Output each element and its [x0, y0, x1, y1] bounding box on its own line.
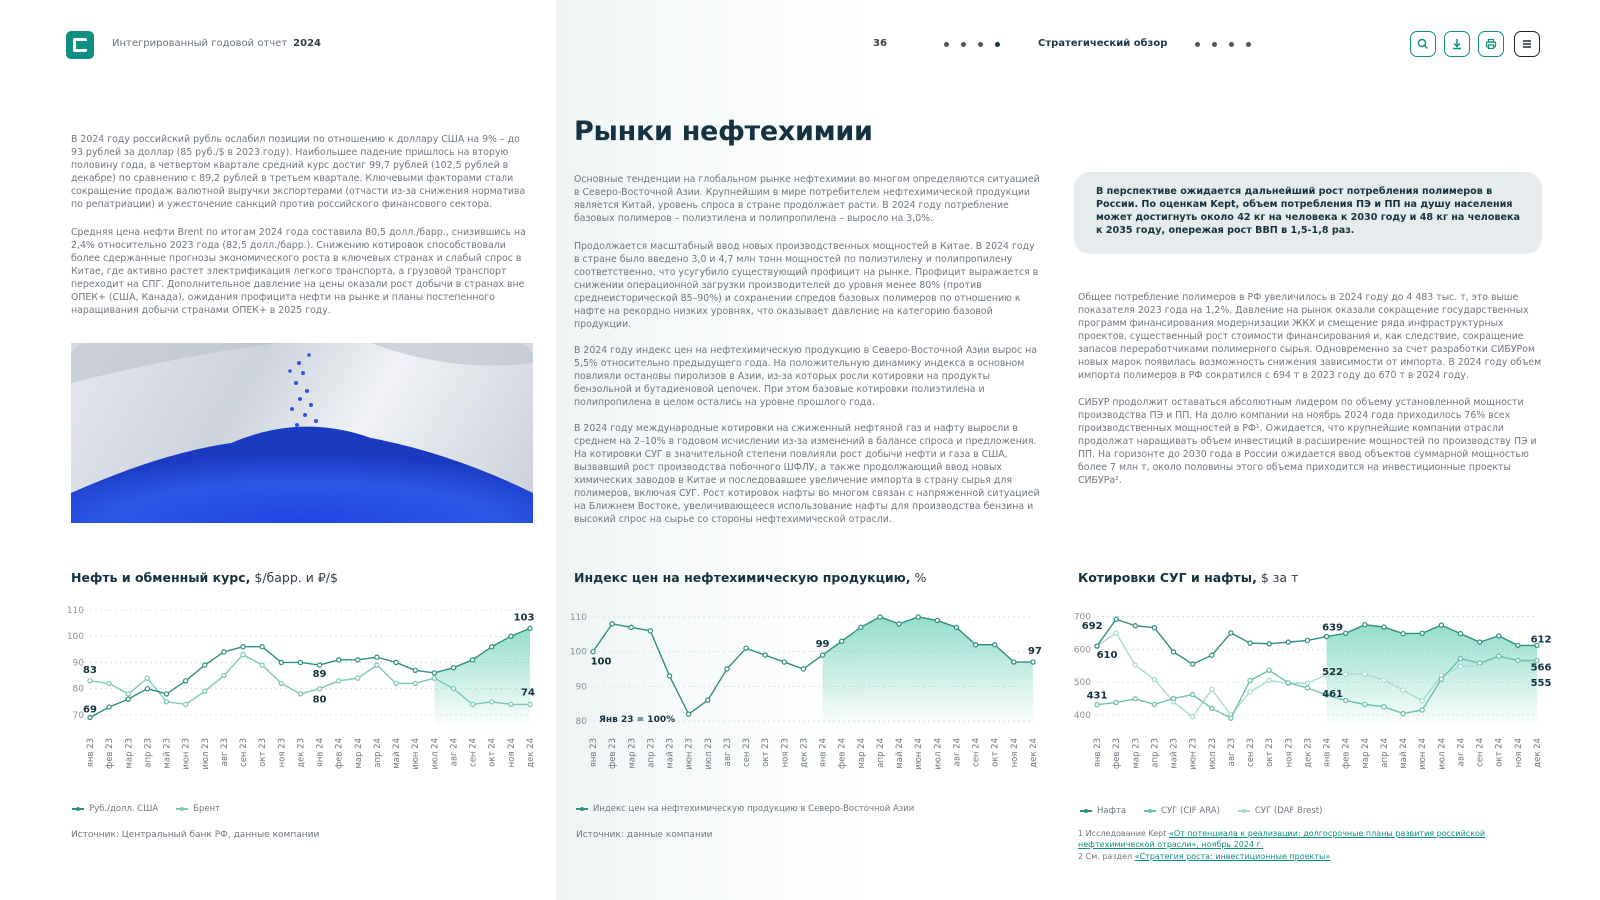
data-point: [107, 681, 111, 685]
middle-paragraph-4: В 2024 году международные котировки на сжиженный нефтяной газ и нафту выросли в среднем на 2–10% в годовом исчислении из-за изменений в балансе спроса и предложения. На котировки СУГ в значительной степени повлияли рост добычи нефти и газа в США, вызвавший рост производства побочного ШФЛУ, а также продолжающий ввод новых химических заводов в Китае и последовавшее увеличение импорта в страну сырья для полимеров, включая СУГ. Рост котировок нафты во многом связан с напряженной ситуацией на Ближнем Востоке, увеличивающееся использование нафты для производства бензина и высокий спрос на сырье со стороны нефтехимической отрасли.: [574, 423, 1040, 525]
data-point: [1114, 617, 1118, 621]
data-point: [1229, 716, 1233, 720]
data-point: [1382, 625, 1386, 629]
data-point: [1305, 638, 1309, 642]
data-point: [744, 646, 748, 650]
legend-lpg-cif: СУГ (CIF ARA): [1144, 806, 1220, 816]
y-tick-label: 80: [72, 684, 84, 695]
data-point: [1171, 696, 1175, 700]
data-point: [279, 660, 283, 664]
data-point: [126, 697, 130, 701]
y-tick-label: 700: [1073, 612, 1091, 623]
data-point: [1363, 672, 1367, 676]
data-point: [1363, 702, 1367, 706]
search-icon: [1417, 38, 1429, 50]
data-point: [164, 700, 168, 704]
data-point: [1363, 623, 1367, 627]
data-point: [337, 658, 341, 662]
footnote-2: 2 См. раздел «Стратегия роста: инвестиционные проекты»: [1078, 852, 1331, 861]
data-point: [1267, 678, 1271, 682]
chart-1-legend: [72, 804, 220, 814]
footnote-1: 1 Исследование Kept «От потенциала к реализации: долгосрочные планы развития российской нефтехимической отрасли», ноябрь 2024 г.: [1078, 829, 1486, 849]
data-point: [1401, 632, 1405, 636]
area-fill: [823, 617, 1033, 728]
data-point: [878, 615, 882, 619]
left-paragraph-2: Средняя цена нефти Brent по итогам 2024 года составила 80,5 долл./барр., снизившись на 2,4% относительно 2023 года (82,5 долл./барр.). Снижению котировок способствовали более сдержанные прогнозы экономического роста в ключевых странах и слабый спрос в Китае, где активно растет электрификация легкого транспорта, а грузовой транспорт переходит на СПГ. Дополнительное давление на цены оказали рост добычи в странах вне ОПЕК+ (США, Канада), ожидания профицита нефти на рынке и планы постепенного наращивания добычи странами ОПЕК+ в 2025 году.: [71, 227, 526, 316]
data-point: [528, 626, 532, 630]
chart-1-source: Источник: Центральный банк РФ, данные компании: [71, 830, 320, 840]
x-tick-label: мар 24: [856, 738, 867, 769]
x-tick-label: ноя 23: [277, 738, 288, 768]
x-tick-label: сен 24: [971, 738, 982, 767]
data-point: [725, 667, 729, 671]
data-point: [184, 702, 188, 706]
x-tick-label: апр 24: [875, 738, 886, 768]
page-number: 36: [873, 38, 887, 49]
data-point: [591, 650, 595, 654]
x-tick-label: апр 24: [372, 738, 383, 768]
legend-brent: Брент: [176, 804, 220, 814]
x-tick-label: мар 23: [627, 738, 638, 769]
data-point: [260, 645, 264, 649]
x-tick-label: июл 23: [1207, 738, 1218, 770]
data-label: 612: [1530, 634, 1552, 646]
data-point: [935, 618, 939, 622]
data-point: [375, 655, 379, 659]
data-point: [1152, 702, 1156, 706]
data-label: 100: [590, 656, 612, 668]
x-tick-label: авг 24: [952, 738, 963, 767]
x-tick-label: ноя 23: [1284, 738, 1295, 768]
x-tick-label: дек 23: [799, 738, 810, 768]
data-point: [509, 634, 513, 638]
petrochem-index-chart: [563, 598, 1043, 798]
data-point: [1267, 668, 1271, 672]
data-point: [820, 653, 824, 657]
data-point: [1133, 624, 1137, 628]
x-tick-label: сен 24: [468, 738, 479, 767]
data-point: [1286, 640, 1290, 644]
data-point: [222, 673, 226, 677]
data-point: [1210, 653, 1214, 657]
data-point: [528, 702, 532, 706]
x-tick-label: июл 24: [933, 738, 944, 770]
y-tick-label: 400: [1073, 710, 1091, 721]
data-point: [260, 663, 264, 667]
data-point: [1248, 678, 1252, 682]
x-tick-label: дек 24: [1533, 738, 1543, 768]
x-tick-label: июл 24: [430, 738, 441, 770]
data-point: [413, 681, 417, 685]
data-label: 83: [83, 664, 97, 676]
x-tick-label: мар 24: [353, 738, 364, 769]
x-tick-label: мар 23: [124, 738, 135, 769]
data-point: [1420, 708, 1424, 712]
data-point: [337, 679, 341, 683]
data-point: [413, 668, 417, 672]
data-point: [1344, 672, 1348, 676]
x-tick-label: мар 23: [1131, 738, 1142, 769]
data-point: [1286, 681, 1290, 685]
data-point: [1401, 711, 1405, 715]
right-paragraph-2: СИБУР продолжит оставаться абсолютным лидером по объему установленной мощности производства ПЭ и ПП. На долю компании на ноябрь 2024 года приходилось 76% всех производственных мощностей в РФ¹. Ожидается, что крупнейшие компании отрасли продолжат наращивать объем инвестиций в расширение мощностей по производству ПЭ и ПП. На горизонте до 2030 года в России ожидается ввод объектов суммарной мощностью более 7 млн т, около половины этого объема приходится на инвестиционные проекты СИБУРа².: [1078, 397, 1537, 486]
x-tick-label: авг 24: [1456, 738, 1467, 767]
menu-icon: [1521, 38, 1533, 50]
x-tick-label: июл 24: [1437, 738, 1448, 770]
area-fill: [1327, 625, 1537, 728]
data-point: [184, 679, 188, 683]
data-point: [1152, 626, 1156, 630]
x-tick-label: янв 23: [86, 738, 96, 768]
data-point: [1248, 690, 1252, 694]
data-point: [1344, 631, 1348, 635]
x-tick-label: мар 24: [1360, 738, 1371, 769]
chart-3-title: Котировки СУГ и нафты, $ за т: [1078, 570, 1299, 585]
footnote-2-link[interactable]: «Стратегия роста: инвестиционные проекты»: [1134, 852, 1331, 861]
data-point: [610, 622, 614, 626]
menu-button[interactable]: [1514, 31, 1540, 57]
x-tick-label: июл 23: [703, 738, 714, 770]
chart-1-title: Нефть и обменный курс, $/барр. и ₽/$: [71, 570, 338, 585]
data-point: [763, 653, 767, 657]
data-point: [107, 705, 111, 709]
data-point: [1267, 642, 1271, 646]
data-point: [1095, 703, 1099, 707]
data-point: [88, 715, 92, 719]
data-point: [1210, 687, 1214, 691]
legend-lpg-daf: СУГ (DAF Brest): [1238, 806, 1323, 816]
data-point: [356, 658, 360, 662]
data-label: 566: [1530, 662, 1552, 674]
x-tick-label: июл 23: [200, 738, 211, 770]
data-label: 522: [1322, 666, 1344, 678]
data-point: [394, 660, 398, 664]
x-tick-label: дек 24: [1029, 738, 1039, 768]
data-point: [1478, 640, 1482, 644]
x-tick-label: июн 23: [1188, 738, 1199, 770]
x-tick-label: май 24: [1399, 738, 1410, 769]
x-tick-label: май 24: [392, 738, 403, 769]
x-tick-label: сен 23: [239, 738, 250, 767]
y-tick-label: 600: [1073, 645, 1091, 656]
data-label: 89: [312, 669, 327, 681]
data-point: [1210, 706, 1214, 710]
x-tick-label: янв 24: [1322, 738, 1333, 768]
data-point: [1420, 699, 1424, 703]
x-tick-label: ноя 24: [1513, 738, 1524, 768]
data-point: [1458, 632, 1462, 636]
data-label: 103: [513, 612, 535, 624]
x-tick-label: июн 23: [181, 738, 192, 770]
x-tick-label: авг 23: [722, 738, 733, 767]
data-point: [1458, 664, 1462, 668]
data-label: 431: [1086, 690, 1108, 702]
data-point: [145, 687, 149, 691]
data-point: [432, 676, 436, 680]
data-label: 80: [312, 694, 327, 706]
print-button[interactable]: [1478, 31, 1504, 57]
x-tick-label: дек 24: [526, 738, 536, 768]
x-tick-label: фев 23: [105, 738, 116, 770]
data-point: [203, 689, 207, 693]
data-point: [1478, 661, 1482, 665]
x-tick-label: дек 23: [296, 738, 307, 768]
data-point: [1031, 660, 1035, 664]
chart-2-title: Индекс цен на нефтехимическую продукцию, %: [574, 570, 927, 585]
data-label: 69: [83, 704, 97, 716]
data-label: 99: [815, 639, 830, 651]
data-point: [432, 671, 436, 675]
data-point: [993, 643, 997, 647]
legend-index: Индекс цен на нефтехимическую продукцию в Северо-Восточной Азии: [576, 804, 914, 814]
data-point: [490, 645, 494, 649]
x-tick-label: сен 24: [1475, 738, 1486, 767]
x-tick-label: май 23: [162, 738, 173, 769]
report-year: 2024: [293, 38, 321, 49]
y-tick-label: 90: [575, 682, 587, 693]
x-tick-label: июн 24: [1418, 738, 1429, 770]
data-point: [629, 625, 633, 629]
x-tick-label: ноя 24: [1009, 738, 1020, 768]
x-tick-label: янв 23: [1093, 738, 1103, 768]
data-point: [1516, 658, 1520, 662]
data-point: [1458, 656, 1462, 660]
search-button[interactable]: [1410, 31, 1436, 57]
x-tick-label: фев 23: [1112, 738, 1123, 770]
report-title: Интегрированный годовой отчет 2024: [112, 38, 321, 49]
company-logo[interactable]: [66, 31, 94, 59]
x-tick-label: авг 23: [219, 738, 230, 767]
data-point: [1095, 644, 1099, 648]
data-label: 555: [1530, 678, 1552, 690]
data-point: [1114, 700, 1118, 704]
data-point: [1420, 631, 1424, 635]
data-point: [471, 658, 475, 662]
x-tick-label: апр 23: [143, 738, 154, 768]
area-fill: [434, 628, 530, 728]
y-tick-label: 100: [66, 632, 84, 643]
x-tick-label: июн 23: [684, 738, 695, 770]
data-point: [1324, 634, 1328, 638]
data-point: [1439, 623, 1443, 627]
data-point: [1497, 634, 1501, 638]
x-tick-label: апр 23: [646, 738, 657, 768]
print-icon: [1485, 38, 1497, 50]
chart-annotation: Янв 23 = 100%: [599, 715, 676, 725]
x-tick-label: июн 24: [914, 738, 925, 770]
data-point: [687, 712, 691, 716]
y-tick-label: 110: [66, 606, 84, 616]
data-label: 610: [1096, 650, 1118, 662]
callout-box: В перспективе ожидается дальнейший рост потребления полимеров в России. По оценкам Kept, объем потребления ПЭ и ПП на душу населения может достигнуть около 42 кг на человека к 2030 году и 48 кг на человека к 2035 году, опережая рост ВВП в 1,5-1,8 раз.: [1074, 172, 1542, 254]
x-tick-label: окт 24: [487, 738, 498, 767]
lpg-naphtha-chart: [1067, 598, 1552, 798]
data-point: [88, 679, 92, 683]
x-tick-label: окт 24: [1494, 738, 1505, 767]
data-point: [298, 660, 302, 664]
x-tick-label: фев 24: [1341, 738, 1352, 770]
page-heading: Рынки нефтехимии: [574, 116, 873, 147]
data-point: [782, 660, 786, 664]
data-point: [859, 625, 863, 629]
middle-paragraph-1: Основные тенденции на глобальном рынке нефтехимии во многом определяются ситуацией в Северо-Восточной Азии. Крупнейшим в мире потребителем нефтехимической продукции является Китай, уровень спроса в стране продолжает расти. В 2024 году потребление базовых полимеров – полиэтилена и полипропилена – выросло на 3,0%.: [574, 174, 1040, 224]
data-point: [1382, 705, 1386, 709]
x-tick-label: апр 24: [1379, 738, 1390, 768]
data-point: [222, 650, 226, 654]
x-tick-label: май 24: [895, 738, 906, 769]
data-point: [1305, 686, 1309, 690]
data-point: [1012, 660, 1016, 664]
y-tick-label: 100: [569, 647, 587, 658]
data-point: [471, 702, 475, 706]
x-tick-label: ноя 24: [506, 738, 517, 768]
data-label: 639: [1322, 622, 1344, 634]
data-point: [840, 639, 844, 643]
x-tick-label: май 23: [665, 738, 676, 769]
data-point: [648, 629, 652, 633]
data-point: [356, 676, 360, 680]
data-point: [1248, 641, 1252, 645]
data-point: [1497, 654, 1501, 658]
data-label: 97: [1028, 646, 1042, 658]
x-tick-label: май 23: [1169, 738, 1180, 769]
data-point: [317, 687, 321, 691]
data-point: [1439, 677, 1443, 681]
y-tick-label: 80: [575, 717, 587, 728]
data-point: [706, 698, 710, 702]
data-label: 692: [1081, 621, 1103, 633]
oil-fx-chart: [60, 598, 540, 798]
left-paragraph-1: В 2024 году российский рубль ослабил позиции по отношению к доллару США на 9% – до 93 рублей за доллар (85 руб./$ в 2023 году). Наибольшее падение пришлось на вторую половину года, в четвертом квартале средний курс достиг 99,7 рублей (102,5 рублей в декабре) по сравнению с 89,2 рублей в третьем квартале. Ключевыми факторами стали сокращение продаж валютной выручки экспортерами (отчасти из-за снижения норматива по репатриации) и ужесточение санкций против российского финансового сектора.: [71, 134, 526, 210]
data-point: [241, 652, 245, 656]
legend-naphtha: Нафта: [1080, 806, 1126, 816]
data-point: [298, 692, 302, 696]
polymer-granules-photo: [71, 343, 533, 523]
data-point: [1305, 681, 1309, 685]
data-point: [126, 692, 130, 696]
data-point: [1516, 643, 1520, 647]
data-point: [279, 681, 283, 685]
data-point: [145, 676, 149, 680]
data-point: [1114, 631, 1118, 635]
data-point: [801, 667, 805, 671]
data-point: [1229, 631, 1233, 635]
x-tick-label: фев 24: [334, 738, 345, 770]
legend-rub: Руб./долл. США: [72, 804, 158, 814]
x-tick-label: июн 24: [411, 738, 422, 770]
download-icon: [1451, 38, 1463, 50]
x-tick-label: янв 24: [818, 738, 829, 768]
x-tick-label: окт 23: [258, 738, 269, 767]
x-tick-label: авг 24: [449, 738, 460, 767]
y-tick-label: 500: [1073, 678, 1091, 689]
x-tick-label: фев 23: [608, 738, 619, 770]
data-point: [1191, 715, 1195, 719]
data-point: [164, 692, 168, 696]
data-point: [974, 643, 978, 647]
data-point: [1133, 697, 1137, 701]
data-point: [1382, 678, 1386, 682]
x-tick-label: янв 23: [589, 738, 599, 768]
data-point: [954, 625, 958, 629]
data-point: [1191, 692, 1195, 696]
data-point: [1401, 688, 1405, 692]
data-point: [1171, 650, 1175, 654]
chart-3-legend: [1080, 806, 1322, 816]
x-tick-label: сен 23: [1246, 738, 1257, 767]
data-point: [916, 615, 920, 619]
data-point: [1344, 698, 1348, 702]
data-label: 461: [1322, 688, 1344, 700]
nav-dots-left[interactable]: [944, 42, 1000, 47]
data-point: [490, 700, 494, 704]
section-title[interactable]: Стратегический обзор: [1038, 38, 1168, 49]
data-point: [1152, 677, 1156, 681]
x-tick-label: янв 24: [315, 738, 326, 768]
nav-dots-right[interactable]: [1195, 42, 1251, 47]
x-tick-label: ноя 23: [780, 738, 791, 768]
data-point: [1133, 663, 1137, 667]
data-point: [375, 663, 379, 667]
chart-2-legend: [576, 804, 914, 814]
middle-paragraph-2: Продолжается масштабный ввод новых производственных мощностей в Китае. В 2024 году в стране было введено 3,0 и 4,7 млн тонн мощностей по полиэтилену и полипропилену соответственно, что усугубило существующий профицит на рынке. Профицит выражается в снижении операционной загрузки производителей до уровня менее 80% (против среднеисторической 85–90%) и сохранении спредов базовых полимеров по отношению к нафте на рекордно низких уровнях, что оказывает давление на категорию базовой продукции.: [574, 241, 1039, 330]
x-tick-label: дек 23: [1303, 738, 1314, 768]
x-tick-label: окт 24: [990, 738, 1001, 767]
chart-2-source: Источник: данные компании: [576, 830, 713, 840]
x-tick-label: окт 23: [761, 738, 772, 767]
x-tick-label: окт 23: [1265, 738, 1276, 767]
right-paragraph-1: Общее потребление полимеров в РФ увеличилось в 2024 году до 4 483 тыс. т, это выше показателя 2023 года на 1,2%. Давление на рынок оказали сокращение государственных программ финансирования модернизации ЖКХ и смещение ряда инфраструктурных проектов, существенный рост стоимости финансирования и, как следствие, сокращение запасов переработчиками полимерного сырья. Одновременно за счет разработки СИБУРом новых марок появилась возможность снижения зависимости от импорта. В 2024 году объем импорта полимеров в РФ сократился с 694 т в 2023 году до 670 т в 2024 году.: [1078, 292, 1542, 381]
data-point: [451, 666, 455, 670]
data-point: [241, 645, 245, 649]
x-tick-label: сен 23: [742, 738, 753, 767]
x-tick-label: фев 24: [837, 738, 848, 770]
data-point: [667, 674, 671, 678]
x-tick-label: апр 23: [1150, 738, 1161, 768]
x-tick-label: авг 23: [1226, 738, 1237, 767]
data-point: [509, 702, 513, 706]
data-point: [1191, 662, 1195, 666]
download-button[interactable]: [1444, 31, 1470, 57]
y-tick-label: 110: [569, 612, 587, 623]
data-point: [317, 663, 321, 667]
footnote-1-link[interactable]: «От потенциала к реализации: долгосрочные планы развития российской нефтехимической отрасли», ноябрь 2024 г.: [1078, 829, 1486, 849]
data-point: [451, 687, 455, 691]
y-tick-label: 70: [72, 710, 84, 721]
middle-paragraph-3: В 2024 году индекс цен на нефтехимическую продукцию в Северо-Восточной Азии вырос на 5,5% относительно предыдущего года. На положительную динамику индекса в основном повлияли остановы пиролизов в Азии, из-за которых росли котировки на продукты бензольной и бутадиеновой цепочек. При этом базовые котировки полиэтилена и полипропилена в целом остались на уровне прошлого года.: [574, 345, 1038, 408]
data-point: [394, 681, 398, 685]
granules-illustration: [71, 343, 533, 523]
data-label: 74: [521, 687, 535, 699]
data-point: [203, 663, 207, 667]
data-point: [897, 622, 901, 626]
y-tick-label: 90: [72, 658, 84, 669]
